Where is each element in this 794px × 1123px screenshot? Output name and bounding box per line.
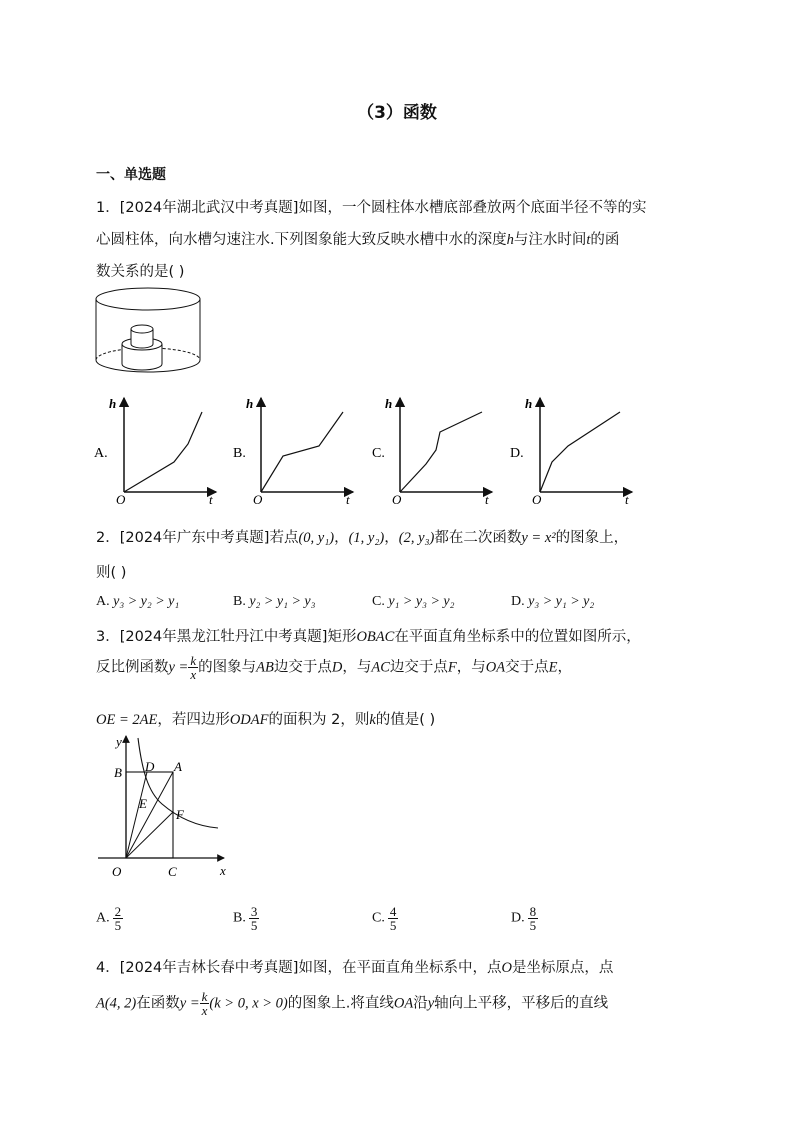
q3-option-c-fraction [388,905,399,932]
q2-prefix: 2．[2024年广东中考真题]若点 [96,530,299,546]
q3-line2-text-c: 边交于点 [273,659,332,676]
q3-quad-name: ODAF [229,712,269,728]
q2-option-c[interactable] [372,594,454,610]
q1-line2-text-b: 与注水时间 [513,232,587,248]
q2-sep-2: ， [384,530,399,546]
q2-suffix: 的图象上， [555,530,629,546]
q3-func-lhs: y = [168,659,189,676]
q4-line2-text-d: 轴向上平移，平移后的直线 [434,995,609,1012]
q3-line2-text-h: ， [557,659,572,676]
q3-label-a: A [174,759,182,774]
q3-option-c-num: 4 [389,904,397,919]
q3-option-b-num: 3 [250,904,258,919]
graph-d-curve [540,412,620,492]
q3-label-f: F [176,807,184,822]
q3-option-d-den: 5 [529,918,537,933]
q3-line2-text-d: ，与 [342,659,372,676]
q3-option-d[interactable] [511,905,538,932]
q3-line3-text-c: 的值是( ) [375,712,436,728]
q3-point-f: F [447,659,457,676]
q2-option-a[interactable] [96,594,179,610]
graph-a-t-label: t [209,492,213,506]
graph-b-curve [261,412,343,492]
q1-var-h: h [506,232,514,248]
q1-line3: 数关系的是( ) [96,264,185,280]
q2-option-d-expr: y₃ > y₁ > y₂ [528,594,595,609]
q1-line2-text-c: 的函 [590,232,620,248]
q3-line3-text-b: 的面积为 2，则 [268,712,370,728]
graph-d-h-label: h [525,396,533,411]
q3-line3 [96,708,435,729]
q3-option-a-label: A. [96,910,110,926]
q3-label-c: C [168,864,177,879]
q3-option-b-den: 5 [250,918,258,933]
q2-option-b-label: B. [233,594,246,609]
graph-d-t-label: t [625,492,629,506]
q3-segment-oa [126,772,173,858]
graph-a-curve [124,412,202,492]
q3-label-y: y [116,734,122,749]
q3-line2-text-a: 反比例函数 [96,659,169,676]
q1-line1: 1．[2024年湖北武汉中考真题]如图，一个圆柱体水槽底部叠放两个底面半径不等的实 [96,200,647,216]
q3-func-num: k [190,653,197,668]
q3-option-d-label: D. [511,910,525,926]
q2-line1 [96,526,628,547]
q3-line1-text-b: 在平面直角坐标系中的位置如图所示， [394,629,641,645]
q2-point-2: (1, y₂) [348,530,385,546]
graph-c-h-label: h [385,396,393,411]
small-cylinder-top [131,325,153,333]
q3-func-den: x [190,667,197,682]
page-title: （3）函数 [357,103,437,123]
q1-var-t: t [586,232,591,248]
q4-point-a: A(4, 2) [96,995,137,1012]
q3-line1-text-a: 3．[2024年黑龙江牡丹江中考真题]矩形 [96,629,357,645]
q3-option-b-fraction [249,905,260,932]
q3-coordinate-figure [96,730,244,882]
graph-c-t-label: t [485,492,489,506]
q4-line1-text-b: 是坐标原点，点 [511,960,614,976]
option-b-label: B. [233,446,246,461]
graph-c-origin-label: O [392,492,402,506]
q3-label-d: D [145,759,155,774]
graph-a-origin-label: O [116,492,126,506]
q2-point-3: (2, y₃) [398,530,435,546]
graph-option-c [372,396,492,506]
water-tank-figure [90,284,206,382]
q3-seg-ac: AC [371,659,390,676]
q1-line2-text-a: 心圆柱体，向水槽匀速注水.下列图象能大致反映水槽中水的深度 [96,232,507,248]
q2-line2: 则( ) [96,565,127,581]
q3-line2-text-b: 的图象与 [198,659,257,676]
q4-line2 [96,990,608,1017]
graph-option-d [510,396,632,506]
q4-func-num: k [201,989,208,1004]
q3-segment-of [126,812,173,858]
graph-option-a [94,396,216,506]
graph-b-t-label: t [346,492,350,506]
q2-mid: 都在二次函数 [434,530,522,546]
q4-line2-text-a: 在函数 [136,995,180,1012]
q2-option-a-label: A. [96,594,110,609]
tank-top-rim [96,288,200,310]
q2-option-b[interactable] [233,594,315,610]
q3-option-c-den: 5 [389,918,397,933]
q3-option-a[interactable] [96,905,123,932]
q3-option-c[interactable] [372,905,398,932]
graph-option-b [233,396,353,506]
q3-label-o: O [112,864,122,879]
q3-line2-text-g: 交于点 [505,659,549,676]
option-a-label: A. [94,446,108,461]
q2-option-d-label: D. [511,594,525,609]
q4-func-fraction [200,990,210,1017]
q3-option-d-num: 8 [529,904,537,919]
q3-condition: OE = 2AE [96,712,158,728]
q3-option-d-fraction [528,905,539,932]
option-d-label: D. [510,446,524,461]
q4-condition: (k > 0, x > 0) [209,995,288,1012]
q4-point-o: O [501,960,512,976]
q3-line2-text-e: 边交于点 [389,659,448,676]
q3-line3-text-a: ，若四边形 [157,712,230,728]
graph-d-origin-label: O [532,492,542,506]
option-c-label: C. [372,446,385,461]
q3-line2-text-f: ，与 [456,659,486,676]
q4-line2-text-b: 的图象上.将直线 [287,995,394,1012]
q3-line1 [96,625,641,646]
q3-rect-name: OBAC [356,629,395,645]
q2-function: y = x² [521,530,556,546]
q1-line2 [96,228,619,249]
q3-segment-od [126,772,147,858]
q3-line2 [96,654,572,681]
q2-sep-1: ， [334,530,349,546]
q3-seg-oa: OA [485,659,506,676]
q4-line1-text-a: 4．[2024年吉林长春中考真题]如图，在平面直角坐标系中，点 [96,960,502,976]
q3-label-b: B [114,765,122,780]
q2-option-d[interactable] [511,594,594,610]
q2-option-b-expr: y₂ > y₁ > y₃ [249,594,316,609]
graph-b-origin-label: O [253,492,263,506]
q2-option-c-label: C. [372,594,385,609]
q3-option-a-den: 5 [114,918,122,933]
q3-option-b-label: B. [233,910,246,926]
q3-func-fraction [188,654,198,681]
q3-option-c-label: C. [372,910,385,926]
q2-point-1: (0, y₁) [298,530,335,546]
graph-a-h-label: h [109,396,117,411]
q4-line2-text-c: 沿 [413,995,428,1012]
graph-c-curve [400,412,482,492]
q4-axis-y: y [427,995,435,1012]
q3-option-a-num: 2 [114,904,122,919]
q4-line1 [96,956,613,977]
q3-label-x: x [220,863,226,878]
q3-option-b[interactable] [233,905,259,932]
q3-point-e: E [548,659,558,676]
q1-options-graphs [92,394,692,506]
q2-option-c-expr: y₁ > y₃ > y₂ [388,594,455,609]
section-heading: 一、单选题 [96,167,166,183]
q3-option-a-fraction [113,905,124,932]
q3-point-d: D [331,659,343,676]
q4-func-lhs: y = [179,995,200,1012]
q3-label-e: E [139,796,147,811]
q3-seg-ab: AB [256,659,274,676]
q2-option-a-expr: y₃ > y₂ > y₁ [113,594,180,609]
q4-func-den: x [201,1003,208,1018]
q3-var-k: k [369,712,376,728]
q4-seg-oa: OA [393,995,414,1012]
graph-b-h-label: h [246,396,254,411]
